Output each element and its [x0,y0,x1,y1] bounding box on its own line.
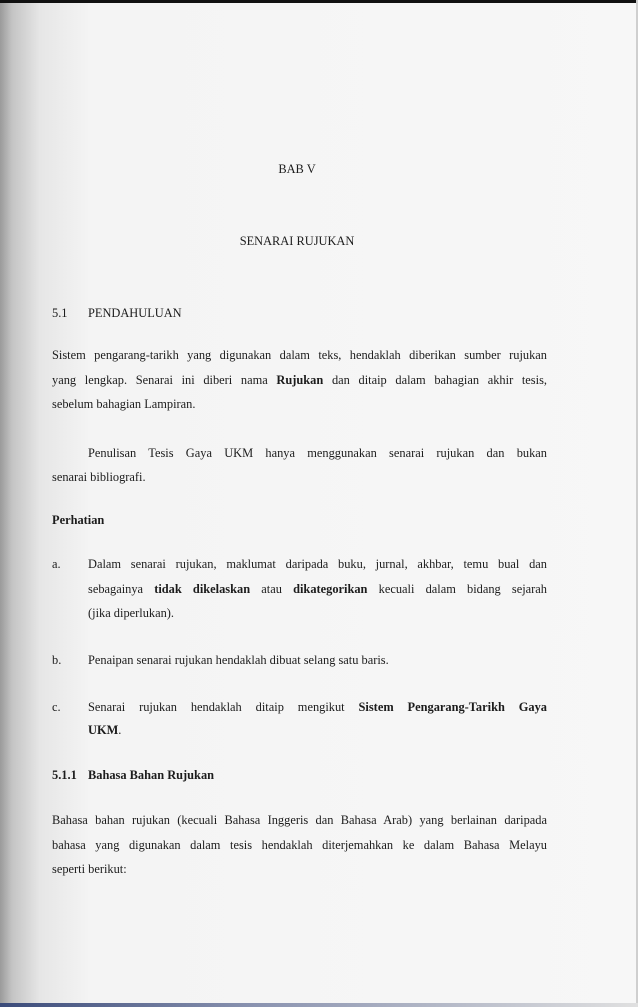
list-marker: a. [52,557,61,571]
list-item-line: UKM. [88,723,122,737]
paragraph-line: seperti berikut: [52,862,127,876]
subsection-heading: Bahasa Bahan Rujukan [88,768,215,782]
list-item-line: Dalam senarai rujukan, maklumat daripada buku, jurnal, akhbar, temu bual dan [88,557,547,571]
page-bottom-edge [0,1003,638,1007]
paragraph-line: bahasa yang digunakan dalam tesis hendaklah diterjemahkan ke dalam Bahasa Melayu [52,838,547,852]
paragraph-line: Bahasa bahan rujukan (kecuali Bahasa Inggeris dan Bahasa Arab) yang berlainan daripada [52,813,547,827]
list-marker: c. [52,700,61,714]
list-item-line: sebagainya tidak dikelaskan atau dikategorikan kecuali dalam bidang sejarah [88,582,547,596]
paragraph-line: sebelum bahagian Lampiran. [52,397,196,411]
page-title: SENARAI RUJUKAN [239,234,355,248]
list-marker: b. [52,653,62,667]
paragraph-line: senarai bibliografi. [52,470,146,484]
paragraph-line: Sistem pengarang-tarikh yang digunakan dalam teks, hendaklah diberikan sumber rujukan [52,348,547,362]
chapter-label: BAB V [278,162,316,176]
section-heading: PENDAHULUAN [88,306,182,320]
paragraph-line: Penulisan Tesis Gaya UKM hanya menggunakan senarai rujukan dan bukan [88,446,547,460]
subsection-number: 5.1.1 [52,768,77,782]
page-top-edge [0,0,638,3]
list-item-line: (jika diperlukan). [88,606,175,620]
paragraph-line: yang lengkap. Senarai ini diberi nama Rujukan dan ditaip dalam bahagian akhir tesis, [52,373,547,387]
section-number: 5.1 [52,306,68,320]
list-item-line: Penaipan senarai rujukan hendaklah dibuat selang satu baris. [88,653,389,667]
notice-heading: Perhatian [52,513,105,527]
list-item-line: Senarai rujukan hendaklah ditaip mengikut Sistem Pengarang-Tarikh Gaya [88,700,547,714]
